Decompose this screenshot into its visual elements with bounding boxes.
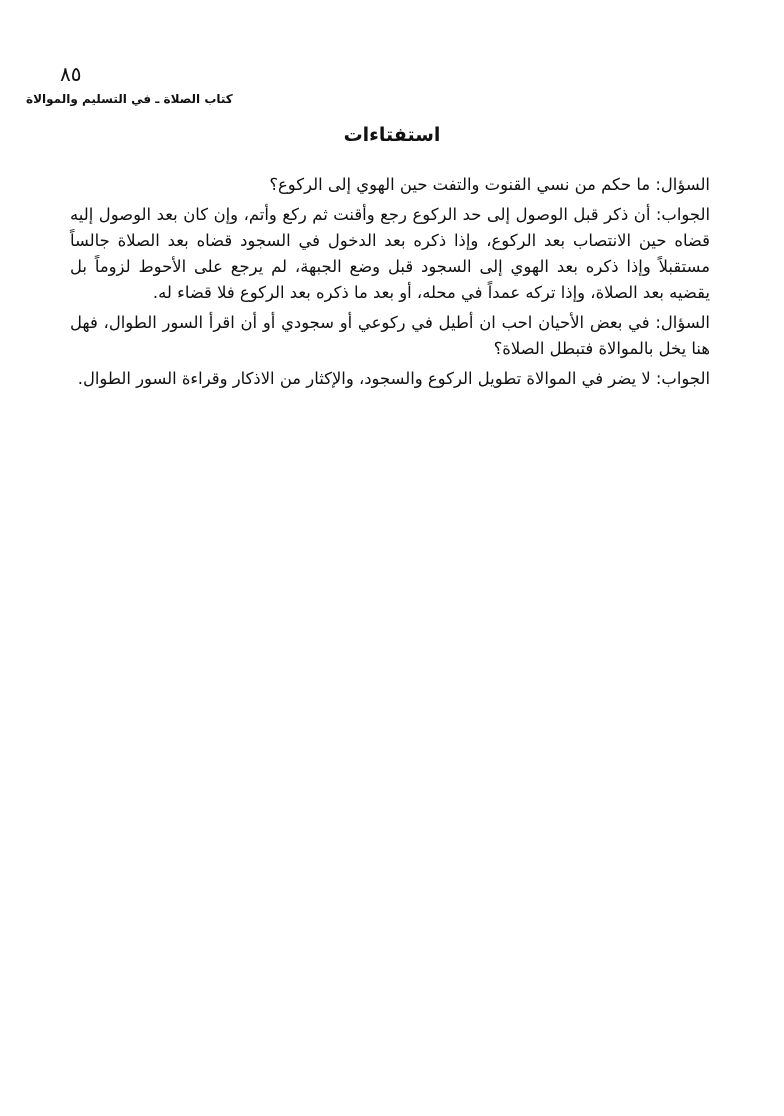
question-1: السؤال: ما حكم من نسي القنوت والتفت حين الهوي إلى الركوع؟ <box>269 175 710 194</box>
answer-1: الجواب: أن ذكر قبل الوصول إلى حد الركوع رجع وأقنت ثم ركع وأتم، وإن كان بعد الوصول إليه قضاه حين الانتصاب بعد الركوع، وإذا ذكره بعد الدخول في السجود قضاه بعد الصلاة جالساً مستقبلاً وإذا ذكره بعد الهوي إلى السجود قبل وضع الجبهة، لم يرجع على الأحوط لزوماً بل يقضيه بعد الصلاة، وإذا تركه عمداً في محله، أو بعد ما ذكره بعد الركوع فلا قضاء له. <box>70 205 710 302</box>
section-title: استفتاءات <box>343 124 441 146</box>
answer-2: الجواب: لا يضر في الموالاة تطويل الركوع والسجود، والإكثار من الاذكار وقراءة السور الطوال. <box>77 369 710 388</box>
page-number: ٨٥ <box>60 62 82 86</box>
running-header: كتاب الصلاة ـ في التسليم والموالاة <box>26 92 233 106</box>
question-2: السؤال: في بعض الأحيان احب ان أطيل في ركوعي أو سجودي أو أن اقرأ السور الطوال، فهل هنا يخل بالموالاة فتبطل الصلاة؟ <box>70 313 710 358</box>
main-content <box>70 172 710 392</box>
